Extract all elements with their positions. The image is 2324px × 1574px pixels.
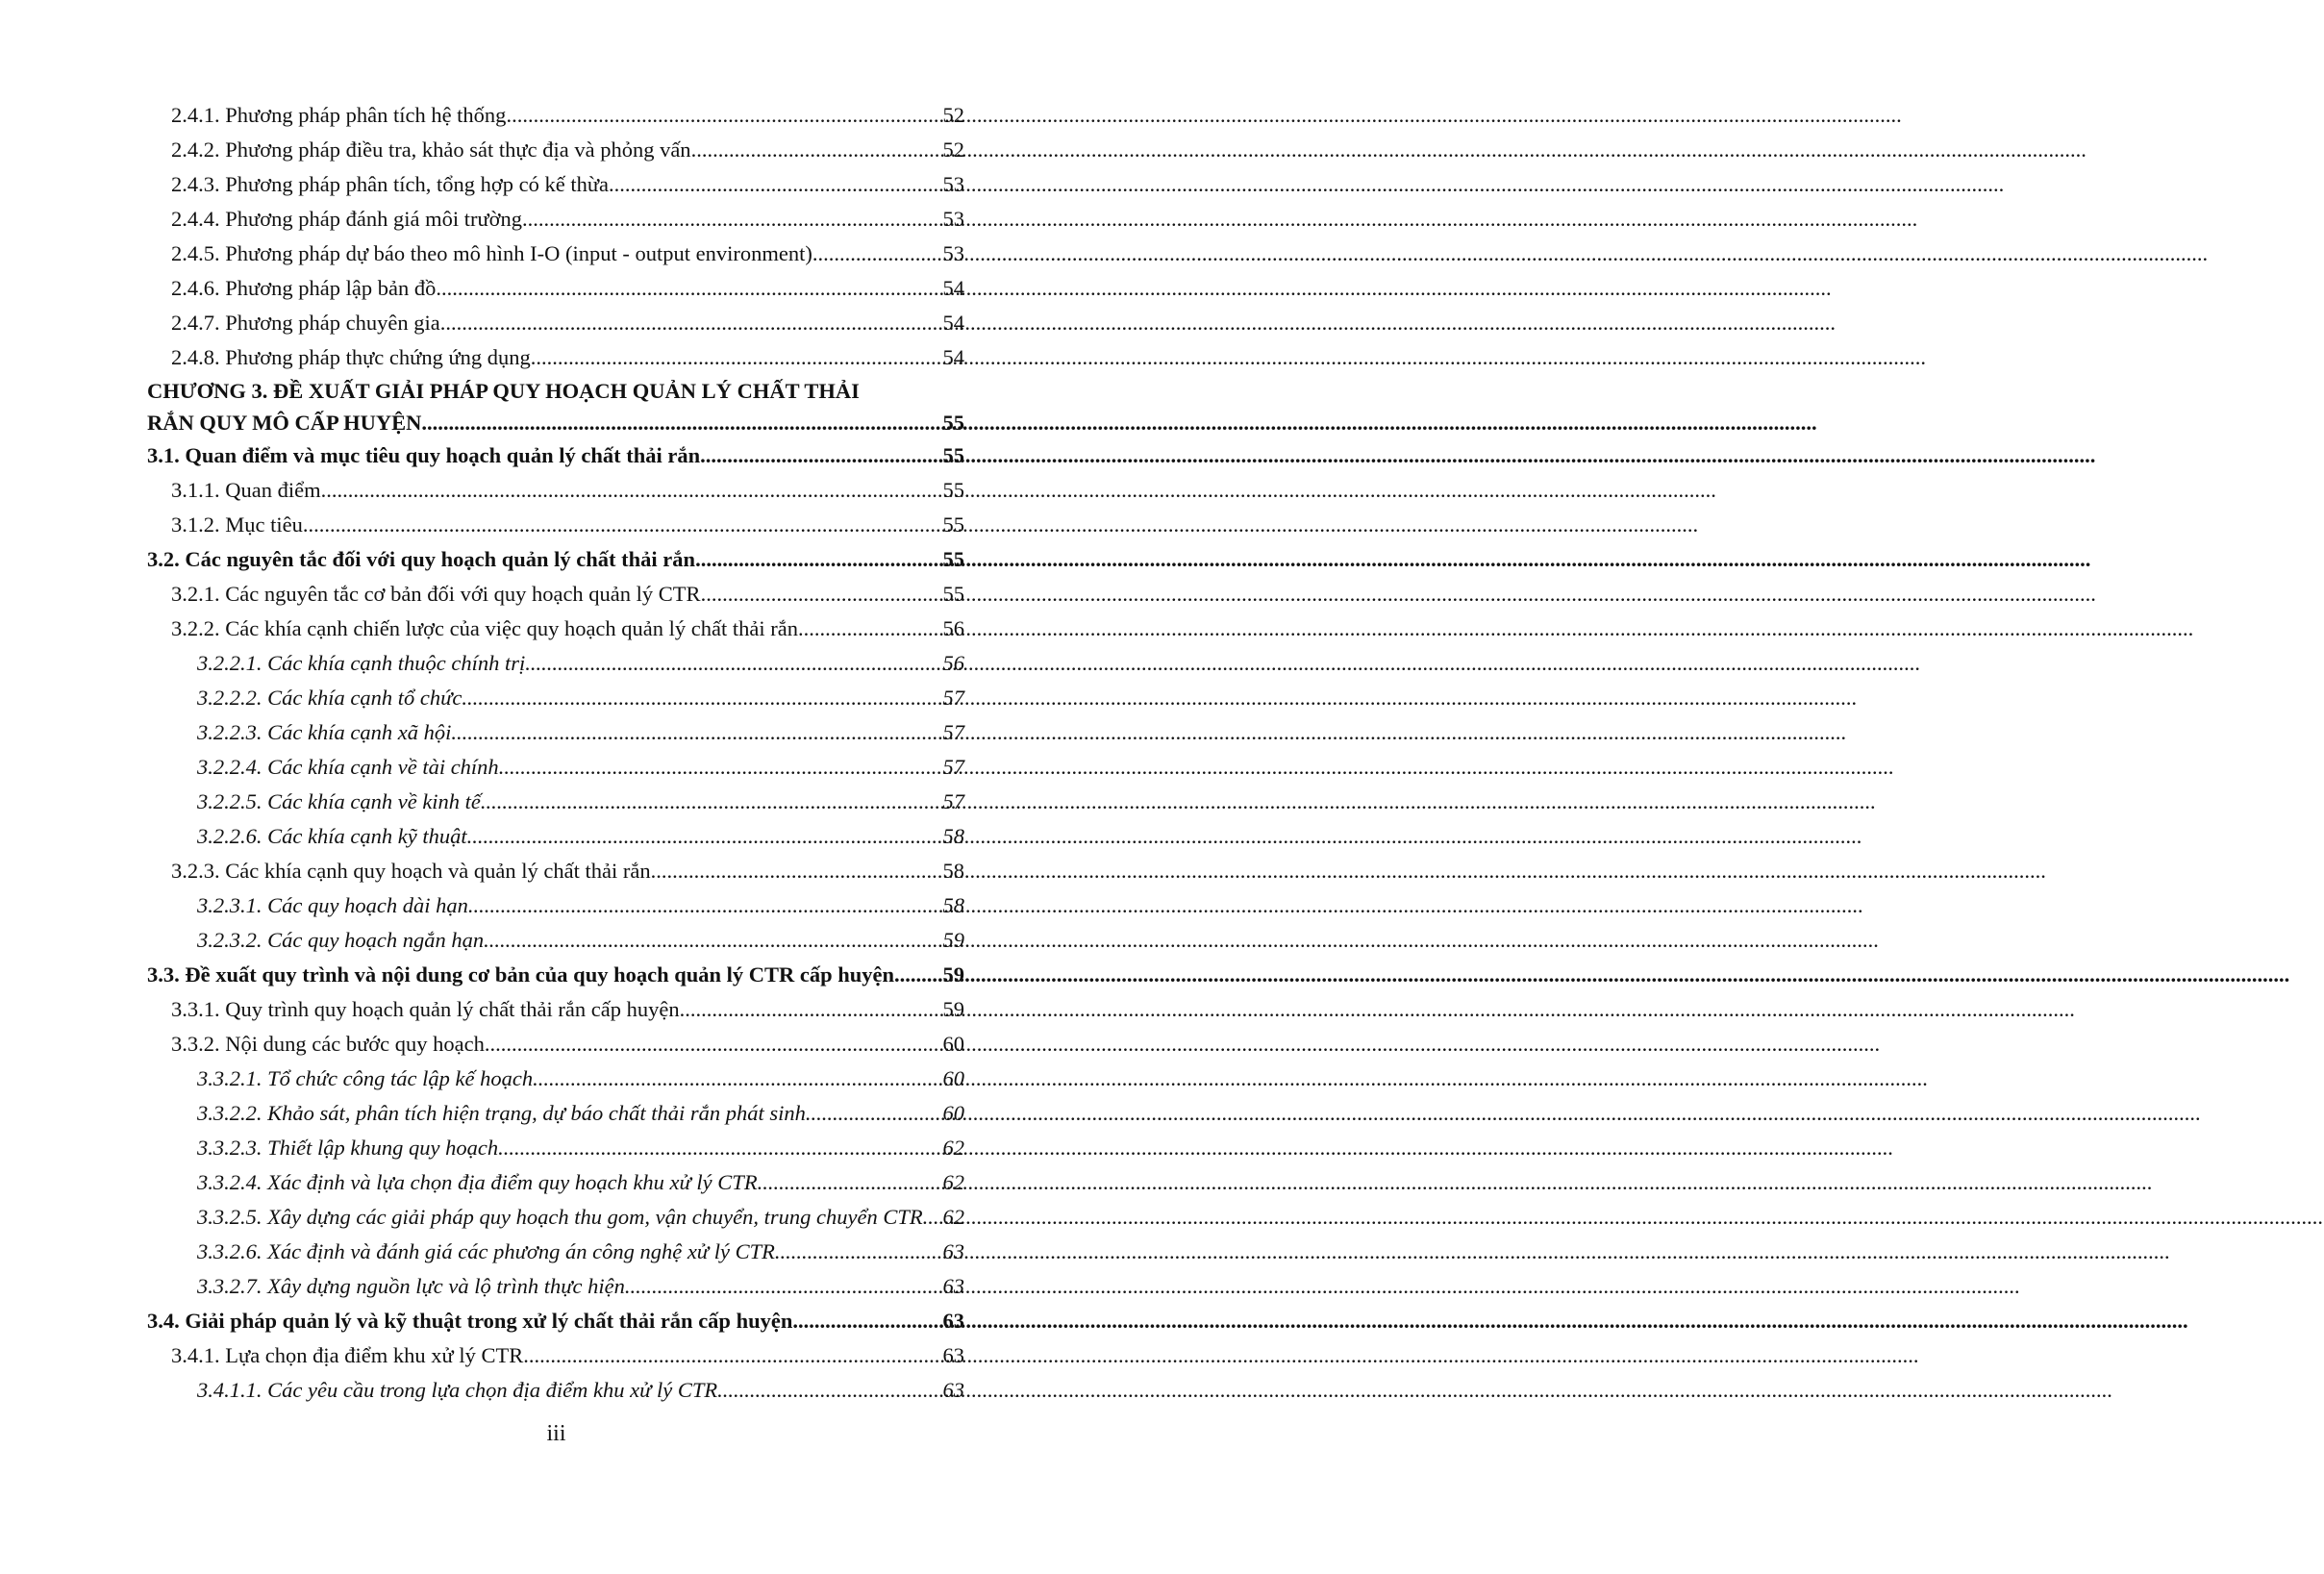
- toc-entry-page: 62: [942, 1170, 964, 1194]
- toc-entry[interactable]: [147, 340, 964, 375]
- toc-entry[interactable]: [147, 1304, 964, 1338]
- toc-entry-page: 52: [942, 137, 964, 162]
- toc-entry-page: 63: [942, 1378, 964, 1402]
- dot-leader: [700, 438, 942, 473]
- toc-entry[interactable]: [147, 923, 964, 958]
- toc-entry-title: 3.3.2.7. Xây dựng nguồn lực và lộ trình thực hiện: [197, 1274, 625, 1298]
- dot-leader: [792, 1304, 942, 1338]
- toc-entry[interactable]: [147, 958, 964, 992]
- toc-chapter-3-heading[interactable]: [147, 375, 964, 438]
- toc-entry-page: 55: [942, 512, 964, 537]
- toc-entry-page: 60: [942, 1032, 964, 1056]
- toc-entry[interactable]: [147, 646, 964, 681]
- toc-entry[interactable]: [147, 715, 964, 750]
- dot-leader: [691, 133, 943, 167]
- dot-leader: [485, 1027, 943, 1062]
- toc-entry-page: 56: [942, 616, 964, 640]
- toc-entry[interactable]: [147, 306, 964, 340]
- dot-leader: [758, 1165, 943, 1200]
- toc-entry[interactable]: [147, 992, 964, 1027]
- dot-leader: [695, 542, 942, 577]
- toc-entry-title: 3.2.3.2. Các quy hoạch ngắn hạn: [197, 928, 485, 952]
- toc-entry-page: 60: [942, 1066, 964, 1090]
- toc-entry-page: 58: [942, 893, 964, 917]
- dot-leader: [481, 785, 943, 819]
- toc-entry[interactable]: [147, 1269, 964, 1304]
- toc-entry-title: 3.1.1. Quan điểm: [171, 478, 321, 502]
- toc-entry-page: 59: [942, 997, 964, 1021]
- toc-entry-title: 2.4.2. Phương pháp điều tra, khảo sát thực địa và phỏng vấn: [171, 137, 691, 162]
- dot-leader: [609, 167, 943, 202]
- toc-entry-title: 3.2.2. Các khía cạnh chiến lược của việc quy hoạch quản lý chất thải rắn: [171, 616, 798, 640]
- toc-entry[interactable]: [147, 785, 964, 819]
- toc-entry-page: 60: [942, 1101, 964, 1125]
- dot-leader: [651, 854, 943, 888]
- dot-leader: [451, 715, 942, 750]
- toc-entry-title: 3.2.2.5. Các khía cạnh về kinh tế: [197, 789, 481, 813]
- toc-entry-title: 2.4.3. Phương pháp phân tích, tổng hợp có kế thừa: [171, 172, 609, 196]
- dot-leader: [484, 923, 942, 958]
- page-number: iii: [546, 1421, 566, 1446]
- toc-entry-title: 3.3.1. Quy trình quy hoạch quản lý chất thải rắn cấp huyện: [171, 997, 680, 1021]
- toc-entry[interactable]: [147, 167, 964, 202]
- toc-entry-page: 59: [942, 928, 964, 952]
- toc-entry-title: 2.4.1. Phương pháp phân tích hệ thống: [171, 103, 507, 127]
- dot-leader: [928, 1200, 942, 1235]
- dot-leader: [522, 202, 942, 237]
- toc-list-chapter-3: [147, 438, 964, 1408]
- toc-entry-page: 55: [942, 411, 964, 435]
- toc-entry-page: 58: [942, 859, 964, 883]
- toc-list-chapter-2: [147, 98, 964, 375]
- dot-leader: [531, 340, 943, 375]
- toc-entry-page: 63: [942, 1239, 964, 1263]
- toc-entry-page: 57: [942, 755, 964, 779]
- toc-entry-title: 3.2.2.3. Các khía cạnh xã hội: [197, 720, 452, 744]
- toc-entry[interactable]: [147, 1027, 964, 1062]
- toc-entry-page: 55: [942, 443, 964, 467]
- dot-leader: [467, 819, 943, 854]
- toc-entry-title: 3.3.2.1. Tổ chức công tác lập kế hoạch: [197, 1066, 534, 1090]
- toc-entry-title: 3.3.2.2. Khảo sát, phân tích hiện trạng, dự báo chất thải rắn phát sinh: [197, 1101, 806, 1125]
- toc-entry[interactable]: [147, 750, 964, 785]
- toc-entry-page: 53: [942, 241, 964, 265]
- toc-entry-page: 55: [942, 547, 964, 571]
- toc-entry-title: 3.2.2.4. Các khía cạnh về tài chính: [197, 755, 499, 779]
- toc-entry-page: 63: [942, 1274, 964, 1298]
- toc-entry-page: 54: [942, 276, 964, 300]
- dot-leader: [468, 888, 943, 923]
- toc-entry-page: 59: [942, 962, 964, 987]
- dot-leader: [775, 1235, 943, 1269]
- dot-leader: [523, 1338, 942, 1373]
- toc-entry[interactable]: [147, 98, 964, 133]
- toc-entry-page: 63: [942, 1343, 964, 1367]
- toc-entry[interactable]: [147, 681, 964, 715]
- toc-entry[interactable]: [147, 819, 964, 854]
- toc-entry-page: 54: [942, 345, 964, 369]
- toc-entry[interactable]: [147, 577, 964, 612]
- toc-entry-title: 2.4.7. Phương pháp chuyên gia: [171, 311, 440, 335]
- toc-entry-page: 57: [942, 789, 964, 813]
- toc-entry[interactable]: [147, 237, 964, 271]
- toc-entry-title: 2.4.4. Phương pháp đánh giá môi trường: [171, 207, 523, 231]
- toc-entry-page: 63: [942, 1309, 964, 1333]
- toc-entry-title: 3.2.3. Các khía cạnh quy hoạch và quản lý chất thải rắn: [171, 859, 651, 883]
- dot-leader: [436, 271, 942, 306]
- toc-entry-page: 57: [942, 720, 964, 744]
- toc-entry[interactable]: [147, 202, 964, 237]
- toc-entry-title: 3.2.1. Các nguyên tắc cơ bản đối với quy hoạch quản lý CTR: [171, 582, 701, 606]
- dot-leader: [680, 992, 943, 1027]
- toc-entry-page: 53: [942, 207, 964, 231]
- dot-leader: [533, 1062, 942, 1096]
- toc-entry-title: 3.1. Quan điểm và mục tiêu quy hoạch quản lý chất thải rắn: [147, 443, 701, 467]
- toc-entry-page: 56: [942, 651, 964, 675]
- dot-leader: [798, 612, 943, 646]
- toc-entry-title: 3.3.2.3. Thiết lập khung quy hoạch: [197, 1136, 499, 1160]
- toc-entry-title: 2.4.6. Phương pháp lập bản đồ: [171, 276, 437, 300]
- dot-leader: [701, 577, 943, 612]
- toc-entry-page: 58: [942, 824, 964, 848]
- toc-entry[interactable]: [147, 473, 964, 508]
- toc-entry[interactable]: [147, 1373, 964, 1408]
- dot-leader: [506, 98, 942, 133]
- toc-entry[interactable]: [147, 1165, 964, 1200]
- toc-entry-page: 55: [942, 478, 964, 502]
- toc-entry[interactable]: [147, 1096, 964, 1131]
- dot-leader: [421, 408, 942, 438]
- dot-leader: [806, 1096, 943, 1131]
- toc-entry[interactable]: [147, 1200, 964, 1235]
- toc-entry-title: 3.2.2.1. Các khía cạnh thuộc chính trị: [197, 651, 526, 675]
- dot-leader: [625, 1269, 943, 1304]
- dot-leader: [303, 508, 943, 542]
- toc-entry-title: 3.3.2.5. Xây dựng các giải pháp quy hoạch thu gom, vận chuyển, trung chuyển CTR.: [197, 1205, 929, 1229]
- toc-entry-title: 2.4.8. Phương pháp thực chứng ứng dụng: [171, 345, 531, 369]
- toc-entry-title: 3.1.2. Mục tiêu: [171, 512, 303, 537]
- toc-entry[interactable]: [147, 888, 964, 923]
- toc-entry-title: 3.4.1.1. Các yêu cầu trong lựa chọn địa điểm khu xử lý CTR: [197, 1378, 718, 1402]
- toc-entry-title: 3.2.3.1. Các quy hoạch dài hạn: [197, 893, 468, 917]
- toc-entry-title: 2.4.5. Phương pháp dự báo theo mô hình I-O (input - output environment): [171, 241, 812, 265]
- toc-entry-title: 3.4. Giải pháp quản lý và kỹ thuật trong xử lý chất thải rắn cấp huyện: [147, 1309, 793, 1333]
- toc-entry[interactable]: [147, 1338, 964, 1373]
- toc-entry-page: 53: [942, 172, 964, 196]
- toc-entry-page: 54: [942, 311, 964, 335]
- toc-entry-page: 52: [942, 103, 964, 127]
- toc-entry[interactable]: [147, 438, 964, 473]
- dot-leader: [498, 1131, 942, 1165]
- chapter-title-line-1: CHƯƠNG 3. ĐỀ XUẤT GIẢI PHÁP QUY HOẠCH QUẢN LÝ CHẤT THẢI: [147, 379, 860, 403]
- toc-entry-title: 3.3.2. Nội dung các bước quy hoạch: [171, 1032, 485, 1056]
- dot-leader: [499, 750, 943, 785]
- toc-entry-title: 3.4.1. Lựa chọn địa điểm khu xử lý CTR: [171, 1343, 524, 1367]
- table-of-contents: [147, 98, 964, 1408]
- toc-entry-title: 3.3.2.4. Xác định và lựa chọn địa điểm quy hoạch khu xử lý CTR: [197, 1170, 758, 1194]
- toc-entry-title: 3.2.2.6. Các khía cạnh kỹ thuật: [197, 824, 467, 848]
- dot-leader: [717, 1373, 942, 1408]
- toc-entry[interactable]: [147, 133, 964, 167]
- toc-entry[interactable]: [147, 612, 964, 646]
- toc-entry-title: RẮN QUY MÔ CẤP HUYỆN: [147, 411, 422, 435]
- dot-leader: [440, 306, 943, 340]
- toc-entry[interactable]: [147, 508, 964, 542]
- toc-entry[interactable]: [147, 1131, 964, 1165]
- toc-entry-page: 62: [942, 1205, 964, 1229]
- toc-entry-title: 3.2.2.2. Các khía cạnh tổ chức: [197, 686, 462, 710]
- toc-entry[interactable]: [147, 1235, 964, 1269]
- dot-leader: [894, 958, 942, 992]
- chapter-title-line-2: [147, 408, 964, 438]
- dot-leader: [462, 681, 942, 715]
- dot-leader: [812, 237, 943, 271]
- toc-entry-title: 3.3.2.6. Xác định và đánh giá các phương án công nghệ xử lý CTR: [197, 1239, 775, 1263]
- toc-entry[interactable]: [147, 271, 964, 306]
- toc-entry-title: 3.3. Đề xuất quy trình và nội dung cơ bản của quy hoạch quản lý CTR cấp huyện: [147, 962, 895, 987]
- dot-leader: [525, 646, 942, 681]
- toc-entry-page: 62: [942, 1136, 964, 1160]
- toc-entry-title: 3.2. Các nguyên tắc đối với quy hoạch quản lý chất thải rắn: [147, 547, 696, 571]
- toc-entry-page: 55: [942, 582, 964, 606]
- toc-entry[interactable]: [147, 542, 964, 577]
- toc-entry[interactable]: [147, 1062, 964, 1096]
- dot-leader: [321, 473, 943, 508]
- toc-entry-page: 57: [942, 686, 964, 710]
- toc-entry[interactable]: [147, 854, 964, 888]
